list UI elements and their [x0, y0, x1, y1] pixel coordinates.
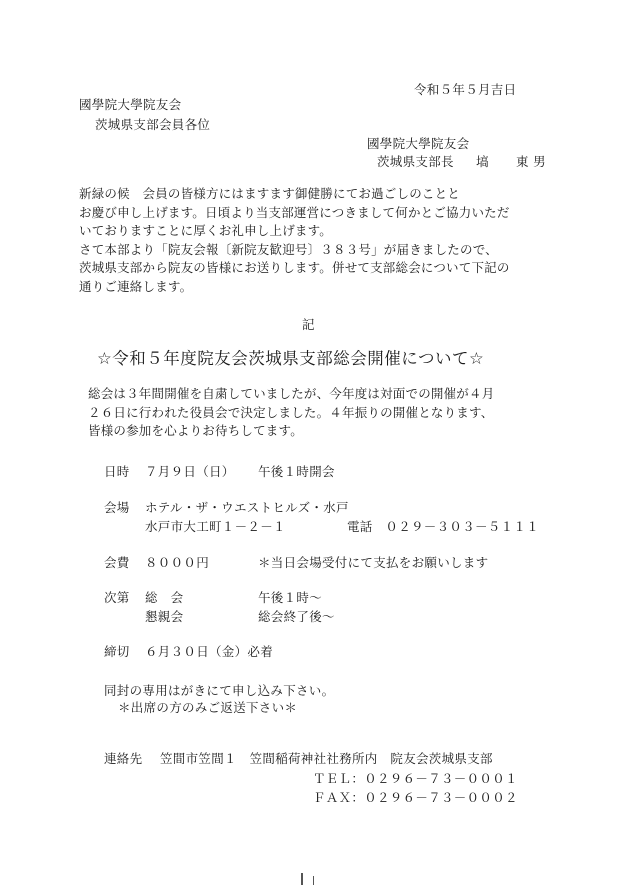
contact-fax: ＦＡＸ：０２９６－７３－０００２: [313, 790, 518, 805]
datetime-date: ７月９日（日）: [145, 464, 235, 479]
reply-instruction: 同封の専用はがきにて申し込み下さい。: [104, 683, 335, 698]
letter-date: 令和５年５月吉日: [414, 82, 517, 97]
meeting-body: [88, 385, 568, 441]
venue-label: 会場: [104, 500, 130, 515]
ki-mark: 記: [302, 317, 315, 332]
venue-address: 水戸市大工町１－２－１: [145, 519, 286, 534]
greeting-line: 新緑の候 会員の皆様方にはますます御健勝にてお過ごしのことと: [79, 186, 461, 201]
recipient-members: 茨城県支部会員各位: [95, 117, 211, 132]
greeting-line: 通りご連絡します。: [79, 278, 193, 294]
schedule-label: 次第: [104, 590, 130, 605]
venue-name: ホテル・ザ・ウエストヒルズ・水戸: [145, 500, 349, 515]
contact-tel: ＴＥＬ：０２９６－７３－０００１: [313, 771, 518, 786]
deadline-value: ６月３０日（金）必着: [145, 644, 274, 659]
fee-note: ＊当日会場受付にて支払をお願いします: [258, 555, 489, 570]
deadline-label: 締切: [104, 644, 130, 659]
venue-phone: 電話 ０２９－３０３－５１１１: [347, 519, 540, 534]
contact-label: 連絡先: [104, 751, 143, 766]
schedule-item-social: 懇親会: [145, 609, 184, 624]
schedule-time-general-meeting: 午後１時～: [258, 590, 323, 605]
greeting-line: お慶び申し上げます。日頃より当支部運営につきまして何かとご協力いただ: [79, 204, 510, 220]
schedule-time-social: 総会終了後～: [258, 609, 335, 624]
greeting-line: さて本部より「院友会報〔新院友歓迎号〕３８３号」が届きましたので、: [79, 241, 498, 257]
reply-note: ＊出席の方のみご返送下さい＊: [118, 700, 298, 715]
greeting-line: いておりますことに厚くお礼申し上げます。: [79, 223, 333, 238]
sender-org: 國學院大學院友会: [367, 136, 470, 151]
sender-chief-title: 茨城県支部長: [377, 154, 454, 169]
scan-artifact: [313, 876, 314, 885]
sender-chief-family-name: 塙: [476, 154, 489, 169]
fee-amount: ８０００円: [145, 555, 210, 570]
body-line: ２６日に行われた役員会で決定しました。４年振りの開催となります、: [88, 404, 494, 420]
body-line: 総会は３年間開催を自粛していましたが、今年度は対面での開催が４月: [88, 386, 495, 401]
datetime-label: 日時: [104, 464, 130, 479]
schedule-item-general-meeting: 総 会: [145, 590, 184, 605]
sender-chief-given-name: 東 男: [516, 154, 546, 169]
datetime-time: 午後１時開会: [258, 464, 335, 479]
greeting-line: 茨城県支部から院友の皆様にお送りします。併せて支部総会について下記の: [79, 260, 510, 275]
meeting-heading: ☆令和５年度院友会茨城県支部総会開催について☆: [97, 349, 485, 368]
body-line: 皆様の参加を心よりお待ちしてます。: [88, 423, 303, 438]
scan-artifact: [301, 873, 303, 885]
contact-address: 笠間市笠間１ 笠間稲荷神社社務所内 院友会茨城県支部: [160, 751, 493, 766]
greeting-paragraph: [79, 185, 559, 296]
recipient-org: 國學院大學院友会: [79, 97, 182, 112]
fee-label: 会費: [104, 555, 130, 570]
